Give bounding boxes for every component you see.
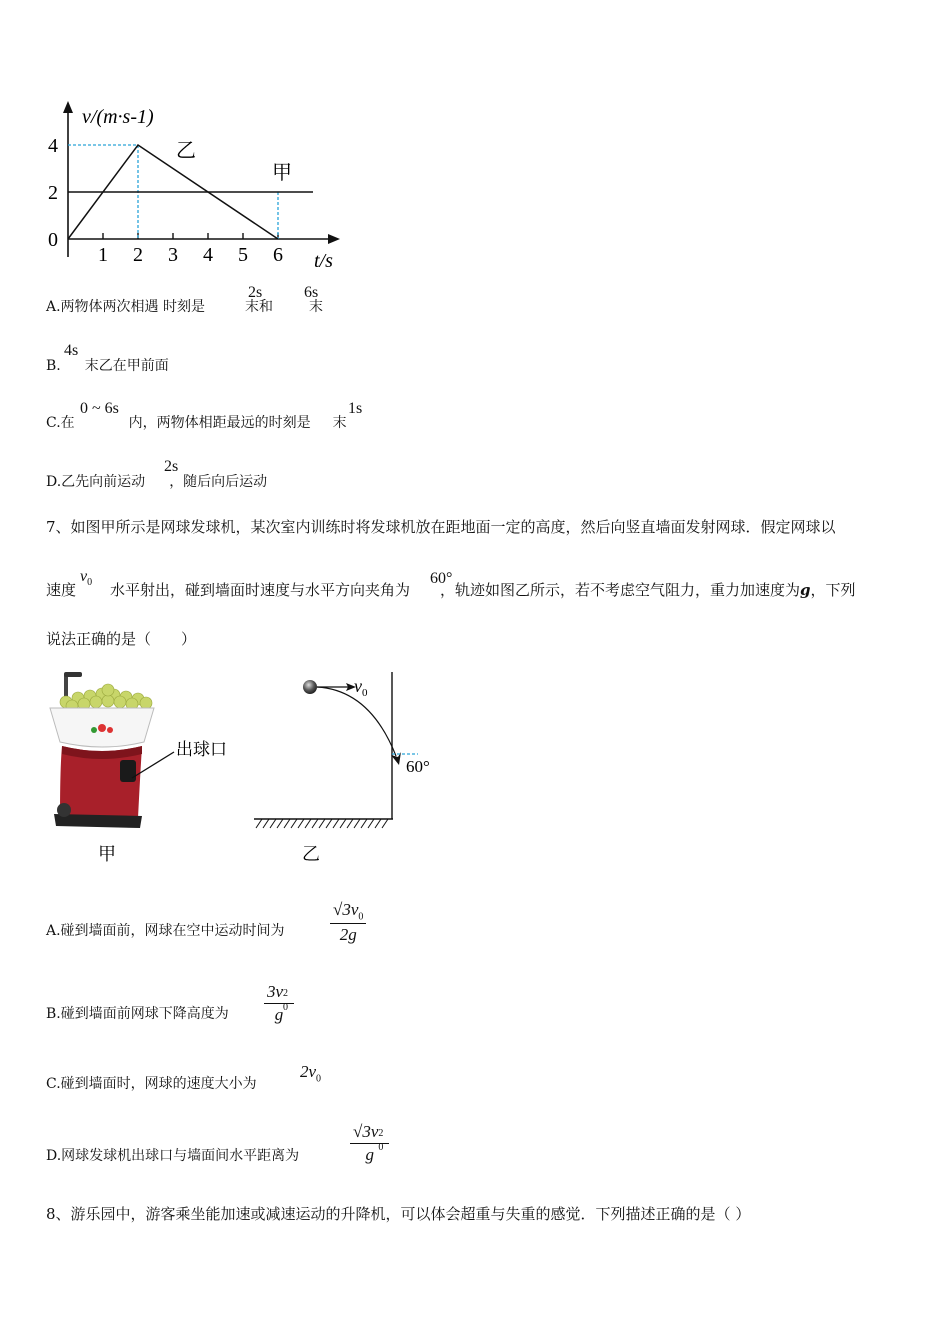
y-tick-label-0: 0 [48, 229, 58, 251]
q6-a-post: 末 [309, 299, 324, 315]
x-tick-label-5: 5 [238, 244, 248, 266]
x-tick-label-2: 2 [133, 244, 143, 266]
q7-option-d: D.网球发球机出球口与墙面间水平距离为 [46, 1148, 300, 1164]
q6-c-pre: C.在 [46, 415, 75, 431]
q7-line2-post: ，轨迹如图乙所示，若不考虑空气阻力，重力加速度为 [440, 581, 801, 599]
q6-a-val1: 2s [248, 284, 263, 301]
ground-hatching [256, 819, 388, 828]
outlet-label: 出球口 [176, 740, 227, 759]
q6-c-post: 末 [332, 415, 347, 431]
q7-option-b: B.碰到墙面前网球下降高度为 [46, 1006, 229, 1022]
trajectory-figure [250, 668, 450, 868]
q6-a-mid: 末和 [245, 299, 274, 315]
q6-d-post: ，随后向后运动 [169, 474, 268, 490]
q7-option-a: A.碰到墙面前，网球在空中运动时间为 [46, 923, 285, 939]
q6-c-val2: 1s [348, 400, 363, 417]
q6-b-val1: 4s [64, 342, 79, 359]
machine-wheel [57, 803, 71, 817]
figure-label-yi: 乙 [302, 844, 320, 864]
q7-c-value: $2v_0$ [300, 1062, 322, 1085]
q7-d-fraction: √3v 2 0 g [350, 1122, 389, 1165]
q7-line2-end: ，下列 [810, 581, 856, 599]
x-axis-arrow [328, 234, 340, 244]
q6-option-d [46, 471, 267, 493]
q7-option-c: C.碰到墙面时，网球的速度大小为 [46, 1076, 257, 1092]
q7-line3: 说法正确的是（ ） [46, 630, 197, 648]
q6-c-mid: 内，两物体相距最远的时刻是 [128, 415, 311, 431]
figure-label-jia: 甲 [98, 844, 116, 864]
ball [303, 680, 317, 694]
q7-line2-pre: 速度 [46, 581, 77, 599]
x-tick-label-3: 3 [168, 244, 178, 266]
vt-chart [30, 95, 370, 275]
ball-machine-figure [46, 668, 246, 868]
q7-line2-v0: $v_0$ [80, 568, 93, 589]
q7-line2-g: g [800, 581, 811, 599]
q6-option-a [46, 296, 323, 318]
series-label-yi: 乙 [176, 140, 196, 162]
q6-b-pre: B. [46, 358, 61, 374]
y-tick-label-4: 4 [48, 135, 58, 157]
x-axis-label: t/s [314, 250, 333, 272]
q7-a-fraction: $\frac{√3v_0}{2g}$ [330, 900, 366, 945]
series-label-jia: 甲 [272, 162, 292, 184]
ball-outlet [120, 760, 136, 782]
v0-label: $v_0$ [354, 676, 368, 699]
trajectory-curve [317, 687, 396, 756]
q6-d-val1: 2s [164, 458, 179, 475]
angle-label: 60° [406, 757, 430, 776]
q6-c-val1: 0 ~ 6s [80, 400, 119, 417]
x-tick-label-6: 6 [273, 244, 283, 266]
q7-b-fraction: 3v 2 0 g [264, 982, 294, 1025]
q6-a-val2: 6s [304, 284, 319, 301]
q7-line2-mid: 水平射出，碰到墙面时速度与水平方向夹角为 [110, 581, 411, 599]
q7-line2-angle: 60° [430, 570, 453, 587]
q8-line1: 8、游乐园中，游客乘坐能加速或减速运动的升降机，可以体会超重与失重的感觉．下列描述正确的是（ ） [46, 1205, 751, 1223]
q7-line1: 7、如图甲所示是网球发球机，某次室内训练时将发球机放在距地面一定的高度，然后向竖直墙面发射网球．假定网球以 [46, 518, 836, 536]
q6-b-post: 末乙在甲前面 [84, 358, 169, 374]
y-axis-arrow [63, 101, 73, 113]
y-tick-label-2: 2 [48, 182, 58, 204]
y-axis-label: v/(m·s-1) [82, 106, 154, 128]
q6-d-pre: D.乙先向前运动 [46, 474, 146, 490]
x-tick-label-4: 4 [203, 244, 213, 266]
x-tick-label-1: 1 [98, 244, 108, 266]
q6-a-pre: A.两物体两次相遇 时刻是 [46, 299, 206, 315]
